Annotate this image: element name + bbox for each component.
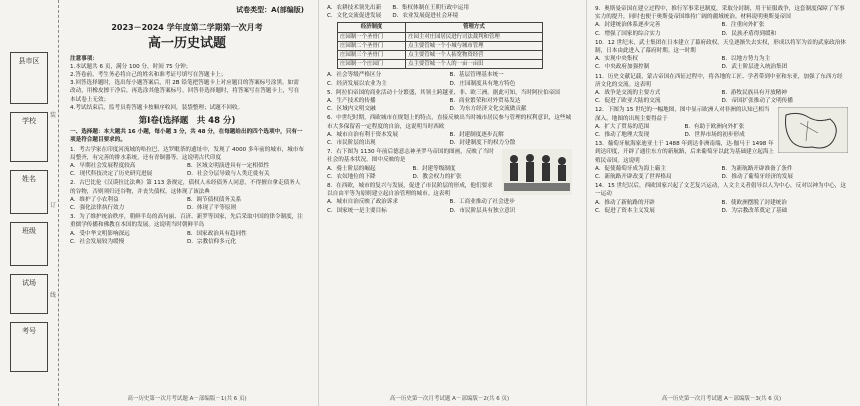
question-12-options — [595, 123, 774, 139]
question-11-options — [595, 89, 848, 105]
option: A．骑士阶层的崛起 — [327, 165, 376, 172]
table-cell: 点主要管城一个小城与城市管理 — [406, 41, 543, 50]
page-2 — [318, 0, 580, 406]
option: D．为宗教改革奠定了基础 — [721, 207, 788, 214]
table-cell: 庄园制一个圣骨门 — [338, 32, 406, 41]
option: D．庄园制度具有地方特色 — [449, 80, 516, 87]
question-8-options — [327, 198, 572, 214]
page-1 — [62, 0, 312, 406]
question-9: 9．奥斯曼帝国在建立过程中，推行军事采邑制度，采取分封制，用于征服战争，这套制度保障了军事实力的提升，同时也便于奥斯曼帝国维持广阔的疆域统治。材料说明奥斯曼帝国 — [595, 6, 845, 21]
field-label: 班级 — [22, 227, 36, 235]
field-number[interactable] — [10, 322, 48, 372]
question-5: 5．阿拉伯帝国的商业活动十分繁盛，其领土跨越亚、非、欧三洲。据此可知，当时阿拉伯帝国 — [327, 89, 560, 96]
option: B．封建等级制度 — [412, 165, 456, 172]
option: C．国家统一是主要目标 — [327, 207, 387, 214]
question-5-options — [327, 97, 572, 113]
option: A．战争是交流的主要方式 — [595, 90, 661, 97]
cut-mark: 装 — [50, 112, 57, 119]
option: D．社会分层导致与人类迁徙有关 — [187, 171, 270, 178]
question-14-options — [595, 199, 848, 215]
option: C．现代科技决定了历史研究进展 — [70, 171, 153, 178]
option: B．有助于欧洲向外扩张 — [684, 123, 745, 130]
table-header: 管理方式 — [406, 23, 543, 32]
option: D．教会权力的扩张 — [412, 173, 462, 180]
option: A．封建统治体系逐步完善 — [595, 22, 661, 29]
question-11: 11．历史文献记载，蒙古帝国在西征过程中，将各地的工匠、学者带到中亚和东亚，加强了东西方经济文化的交流。这表明 — [595, 73, 843, 88]
manor-table — [337, 22, 543, 69]
notice-item: 1.本试题共 6 页，满分 100 分，时间 75 分钟； — [70, 63, 192, 70]
table-cell: 庄园制二个圣骨门 — [338, 41, 406, 50]
table-row — [338, 60, 543, 69]
cut-mark: 订 — [50, 202, 57, 209]
page-footer: 高一历史第一次月考试题 A－部编版－3(共 6 页) — [661, 395, 782, 402]
section-instructions: 一、选择题：本大题共 16 小题，每小题 3 分，共 48 分，在每题给出的四个选项中，只有一项是符合题目要求的。 — [70, 129, 303, 144]
option: B．基层管理基本统一 — [449, 72, 504, 79]
option: C．区域内文明交融 — [327, 106, 376, 113]
question-9-options — [595, 21, 848, 37]
option: A．推动了新航路的开辟 — [595, 199, 655, 206]
option: C．中央政府加强控制 — [595, 64, 650, 71]
option: C．经济发展以农业为主 — [327, 80, 387, 87]
field-label: 考号 — [22, 327, 36, 335]
page-title: 高一历史试题 — [147, 36, 226, 52]
question-1-options — [70, 162, 304, 178]
question-8: 8．在西欧，城市的复兴与发展，促进了市民阶层的形成，他们要求以自由平等为原则建立起自治管理的城市。这表明 — [327, 183, 493, 198]
cut-mark: 线 — [50, 292, 57, 299]
option: C．促进了欧亚大陆的交流 — [595, 98, 661, 105]
table-row — [338, 32, 543, 41]
table-row — [338, 41, 543, 50]
option: C．农奴地位的下降 — [327, 173, 376, 180]
option-row: C．文化交流促进发展 D．农业发展促进社会环境 — [327, 13, 459, 20]
question-3: 3．为了维护统治秩序，朝鲜半岛的高句丽、百济、新罗等国家，先后采取中国的律令制度，注重儒学传播和佛教在本国的发展。这说明当时朝鲜半岛 — [70, 214, 303, 229]
option: D．民族矛盾得到缓和 — [721, 30, 777, 37]
option: B．国家政治具有趋同性 — [187, 230, 247, 237]
question-3-options — [70, 230, 304, 246]
table-header: 经济制度 — [338, 23, 406, 32]
option: C．社会发展较为缓慢 — [70, 238, 125, 245]
field-county[interactable] — [10, 52, 48, 104]
option: C．市民阶层的出现 — [327, 140, 376, 147]
question-6-options — [327, 131, 572, 147]
field-name[interactable] — [10, 170, 48, 214]
section-title: 第Ⅰ卷(选择题 共 48 分) — [138, 116, 236, 127]
field-label: 试场 — [22, 279, 36, 287]
notice-item: 4.考试结束后，监考员将答题卡按顺序收回，装袋整理；试题不回收。 — [70, 104, 244, 111]
option-row: A．农耕技术领先出新 B．集权体制在王朝行政中运用 — [327, 5, 469, 11]
field-school[interactable] — [10, 112, 48, 162]
question-2: 2．古巴比伦《汉谟拉比法典》第 113 条规定，债权人未经债务人同意，不得擅自拿走债务人的谷物，否则须归还谷物，并丧失债权。这体现了该法典 — [70, 180, 301, 195]
option: D．宗教信仰多元化 — [187, 238, 237, 245]
question-7-options — [327, 165, 498, 181]
table-cell: 庄园制一个庄园门 — [338, 60, 406, 69]
field-room[interactable] — [10, 274, 48, 314]
option: A．生产技术的传播 — [327, 98, 376, 105]
option: B．使欧洲摆脱了封建统治 — [721, 199, 787, 206]
option: B．注重向外扩张 — [721, 22, 765, 29]
exam-name: 2023－2024 学年度第二学期第一次月考 — [111, 23, 263, 33]
option: A．城市自治有利于资本发展 — [327, 131, 398, 138]
table-row — [338, 51, 543, 60]
option: B．工商业推动了社会进步 — [449, 199, 515, 206]
table-cell: 点主要管城一个人拓宽物资经营 — [406, 51, 543, 60]
question-12: 12．下图为 15 世纪的一幅地图，图中显示欧洲人对非洲的认知已相当深入。地图的出现主要得益于 — [595, 107, 770, 122]
option: A．城市自治反映了政治诉求 — [327, 199, 398, 206]
option: D．推动了葡萄牙经济的发展 — [721, 174, 793, 181]
option: D．世界市场的初步形成 — [684, 132, 745, 139]
option: D．体现了平等原则 — [187, 205, 237, 212]
binding-strip — [0, 0, 59, 406]
option: B．为新航路开辟准备了条件 — [721, 165, 793, 172]
notice-item: 2.答卷前，考生务必将自己的姓名和准考证号填写在答题卡上； — [70, 72, 227, 79]
field-label: 县市区 — [18, 57, 40, 65]
option: A．实现中央集权 — [595, 56, 638, 63]
field-label: 学校 — [22, 117, 36, 125]
question-7: 7．右下图为 1130 年前后德意志神圣罗马帝国的图画，反映了当时社会的基本状况。图中反映的是 — [327, 149, 494, 164]
page-footer: 高一历史第一次月考试题 A－部编版－2(共 6 页) — [389, 395, 510, 402]
option: C．新航路开辟改变了世界格局 — [595, 174, 672, 181]
question-14: 14．15 世纪以后，西欧国家兴起了文艺复兴运动，人文主义者倡导以人为中心，反对以神为中心，这一运动 — [595, 183, 846, 198]
historical-map-figure — [778, 107, 848, 153]
page-footer: 高一历史第一次月考试题 A－部编版－1(共 6 页) — [127, 395, 247, 402]
question-13: 13．葡萄牙航海家迪亚士于 1488 年到达非洲南端，达·伽马于 1498 年到达印度，开辟了通往东方的新航路，后来葡萄牙以此为基础建立起海上殖民帝国。这说明 — [595, 141, 775, 164]
option: A．扩大了贸易的范围 — [595, 123, 650, 130]
option: A．维护了小农利益 — [70, 196, 119, 203]
option: D．市民阶层具有独立意识 — [449, 207, 516, 214]
medieval-illustration — [502, 149, 572, 195]
notice-heading: 注意事项： — [70, 55, 98, 62]
question-10: 10．12 世纪末，武士集团在日本建立了幕府政权，天皇逐渐失去实权，形成以将军为首的武家政治体制，日本由此进入了幕府时期。这一时期 — [595, 39, 846, 55]
question-2-options — [70, 196, 304, 212]
option: C．增强了国家的综合实力 — [595, 30, 661, 37]
option: A．早期社会发展程度较高 — [70, 163, 136, 170]
option: C．强化法律执行效力 — [70, 205, 125, 212]
option: D．为东方经济文化交流做贡献 — [449, 106, 527, 113]
question-4-options — [327, 71, 572, 87]
table-cell: 庄园制三个圣骨门 — [338, 51, 406, 60]
table-cell: 庄园主对庄园居民进行司法裁判和管理 — [406, 32, 543, 41]
question-13-options — [595, 165, 848, 181]
notice-item: 3.回答选择题时，选出每小题答案后，用 2B 铅笔把答题卡上对应题目的答案标号涂黑。如需改动，用橡皮擦干净后，再选涂其他答案标号。回答非选择题时，将答案写在答题卡上，写在本试卷上无效； — [70, 80, 300, 103]
option: D．封建制度下的权力分散 — [449, 140, 516, 147]
option: B．以地方势力为主 — [721, 56, 771, 63]
field-label: 姓名 — [22, 175, 36, 183]
option: A．受中华文明影响深远 — [70, 230, 130, 237]
table-cell: 点主要管城一个人的一亩一亩田 — [406, 60, 543, 69]
question-6: 6．中世纪时期，西欧城市在规划上的特点，直接反映出当时城市居民参与管理的权利意识，这些城市大多保留着一定程度的自治，这说明当时西欧 — [327, 115, 572, 130]
option: B．游牧民族具有开放精神 — [721, 90, 787, 97]
option: C．推动了地理大发现 — [595, 132, 650, 139]
option: B．调节债权债务关系 — [187, 196, 242, 203]
option: C．促进了资本主义发展 — [595, 207, 655, 214]
option: B．封建制度逐步瓦解 — [449, 131, 504, 138]
option: D．帝国扩张推动了文明传播 — [721, 98, 793, 105]
question-10-options — [595, 55, 848, 71]
option: D．武士阶层进入统治集团 — [721, 64, 788, 71]
option: A．社会等级严格区分 — [327, 72, 382, 79]
option: A．促使葡萄牙成为海上霸主 — [595, 165, 666, 172]
field-class[interactable] — [10, 222, 48, 266]
option: B．区域文明演进具有一定相似性 — [187, 163, 270, 170]
page-3 — [586, 0, 856, 406]
paper-type: 试卷类型：A(部编版) — [236, 6, 304, 14]
question-1: 1．考古学家在印度河流域的哈拉巴、达罗毗荼的遗址中，发现了 4000 多年前的城市，城市布局整齐，有完善的排水系统，还有青铜器等。这说明古代印度 — [70, 146, 304, 161]
option: B．商业繁荣和对外贸易发达 — [449, 98, 521, 105]
